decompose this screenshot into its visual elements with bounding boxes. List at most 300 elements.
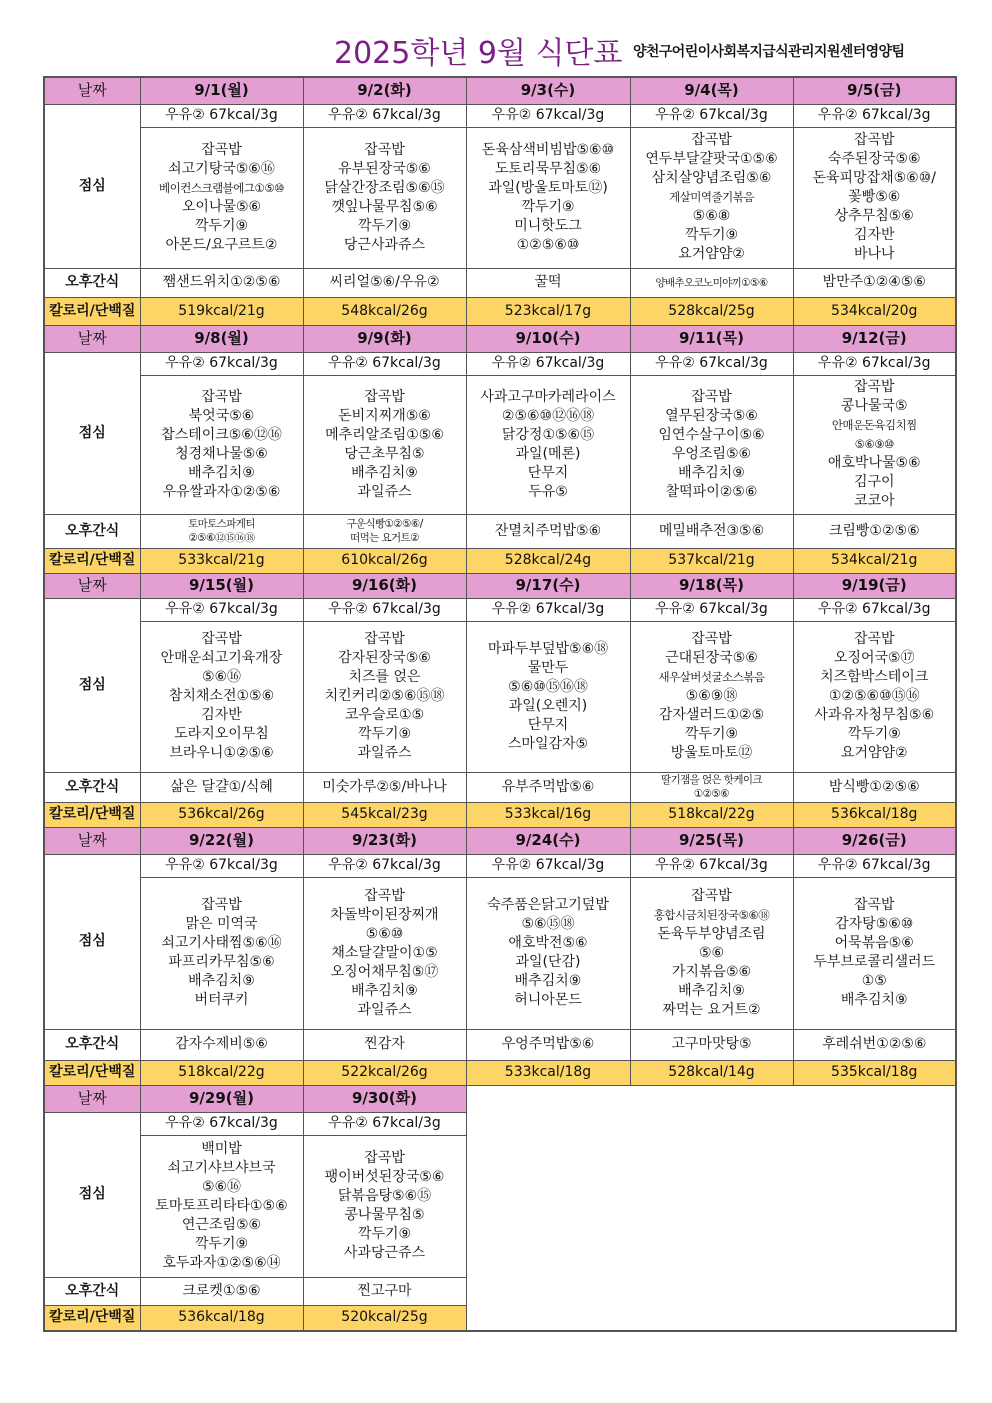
- lunch-item: 차돌박이된장찌개: [330, 906, 439, 923]
- snack-text: 우엉주먹밥⑤⑥: [501, 1036, 595, 1052]
- lunch-item: 감자탕⑤⑥⑩: [835, 916, 914, 932]
- lunch-item: 돈육삼색비빔밥⑤⑥⑩: [481, 141, 615, 158]
- lunch-item: ②⑤⑥⑩⑫⑯⑱: [501, 407, 595, 424]
- lunch-item: 배추김치⑨: [351, 982, 418, 999]
- lunch-item: 팽이버섯된장국⑤⑥: [324, 1169, 445, 1185]
- lunch-item: ⑤⑥⑯: [201, 1178, 242, 1195]
- calorie-row: [44, 802, 956, 827]
- calorie-row: [44, 297, 956, 325]
- date-row: [44, 325, 956, 352]
- lunch-item: 숙주품은닭고기덮밥: [487, 897, 609, 913]
- milk-item: 우유② 67kcal/3g: [793, 104, 956, 127]
- snack-label: 오후간식: [44, 1277, 140, 1305]
- lunch-item: 새우살버섯굴소스볶음: [658, 670, 765, 684]
- snack-row: [44, 772, 956, 802]
- snack-text-allergens: ①②⑤⑥: [693, 788, 730, 800]
- calorie-value: 528kcal/24g: [466, 548, 630, 573]
- milk-item: 우유② 67kcal/3g: [793, 854, 956, 877]
- lunch-item: 깍두기⑨: [194, 217, 249, 234]
- snack-text: 유부주먹밥⑤⑥: [501, 778, 595, 795]
- lunch-item: 우유쌀과자①②⑤⑥: [162, 483, 281, 500]
- day-date: 9/26(금): [793, 827, 956, 854]
- day-date: 9/25(목): [630, 827, 793, 854]
- milk-item: 우유② 67kcal/3g: [793, 598, 956, 621]
- snack-text-allergens: ②⑤⑥⑫⑮⑯⑱: [188, 532, 255, 544]
- lunch-menu: [793, 127, 956, 268]
- lunch-item: 과일(메론): [515, 445, 581, 462]
- calorie-value: 537kcal/21g: [630, 548, 793, 573]
- lunch-menu: [630, 877, 793, 1029]
- lunch-item: 애호박나물⑤⑥: [827, 455, 921, 471]
- snack-item: [140, 268, 303, 297]
- lunch-menu: [466, 877, 630, 1029]
- lunch-item: 깍두기⑨: [521, 198, 575, 215]
- day-date: 9/29(월): [140, 1085, 303, 1112]
- milk-item: 우유② 67kcal/3g: [140, 598, 303, 621]
- lunch-item: 감자샐러드①②⑤: [658, 707, 765, 723]
- lunch-item: 잡곡밥: [364, 631, 405, 647]
- lunch-item: 깍두기⑨: [357, 217, 412, 234]
- calorie-value: 528kcal/14g: [630, 1060, 793, 1085]
- lunch-menu: [630, 621, 793, 772]
- lunch-label: 점심: [44, 352, 140, 514]
- snack-item: [303, 1277, 466, 1305]
- lunch-row: [44, 127, 956, 268]
- snack-item: [303, 1029, 466, 1060]
- lunch-item: 감자된장국⑤⑥: [338, 650, 431, 666]
- day-date: 9/15(월): [140, 573, 303, 598]
- snack-text: 찐고구마: [357, 1282, 412, 1299]
- snack-item: [466, 1029, 630, 1060]
- milk-item: 우유② 67kcal/3g: [303, 598, 466, 621]
- lunch-item: 토마토프리타타①⑤⑥: [155, 1197, 288, 1214]
- lunch-item: 잡곡밥: [853, 631, 895, 647]
- snack-item: [793, 268, 956, 297]
- snack-text: 고구마맛탕⑤: [671, 1036, 752, 1052]
- lunch-item: 잡곡밥: [691, 631, 732, 647]
- milk-row: [44, 854, 956, 877]
- milk-item: 우유② 67kcal/3g: [466, 598, 630, 621]
- lunch-item: 단무지: [527, 716, 569, 733]
- lunch-item: ①②⑤⑥⑩: [516, 236, 580, 253]
- milk-item: 우유② 67kcal/3g: [630, 854, 793, 877]
- lunch-menu: [303, 621, 466, 772]
- day-date: 9/23(화): [303, 827, 466, 854]
- lunch-item: 잡곡밥: [364, 141, 405, 158]
- calorie-value: 610kcal/26g: [303, 548, 466, 573]
- snack-text: 밤식빵①②⑤⑥: [828, 778, 920, 795]
- lunch-item: 쇠고기탕국⑤⑥⑯: [168, 160, 275, 177]
- lunch-item: 잡곡밥: [201, 897, 242, 913]
- lunch-item: ⑤⑥⑧: [692, 208, 731, 224]
- lunch-item: 잡곡밥: [201, 141, 242, 158]
- lunch-menu: [793, 375, 956, 514]
- lunch-item: 오이나물⑤⑥: [181, 198, 262, 215]
- lunch-item: 베이컨스크램블에그①⑤⑩: [159, 180, 284, 195]
- date-label: 날짜: [44, 827, 140, 854]
- lunch-item: ⑤⑥⑯: [201, 669, 242, 685]
- lunch-item: 잡곡밥: [691, 388, 732, 405]
- lunch-item: 우엉조림⑤⑥: [671, 445, 752, 462]
- lunch-item: 파프리카무침⑤⑥: [168, 954, 275, 970]
- lunch-menu: [140, 127, 303, 268]
- lunch-item: 삼치살양념조림⑤⑥: [651, 170, 772, 186]
- day-date: 9/24(수): [466, 827, 630, 854]
- lunch-menu: [140, 877, 303, 1029]
- lunch-item: 과일쥬스: [357, 1001, 412, 1018]
- lunch-item: ①②⑤⑥⑩⑮⑯: [828, 688, 920, 704]
- lunch-menu: [466, 127, 630, 268]
- snack-item: [303, 514, 466, 548]
- lunch-item: 물만두: [527, 659, 569, 676]
- lunch-item: 잡곡밥: [691, 887, 732, 904]
- milk-item: 우유② 67kcal/3g: [140, 1112, 303, 1135]
- lunch-item: 요거얌얌②: [840, 745, 908, 761]
- milk-item: 우유② 67kcal/3g: [303, 352, 466, 375]
- lunch-item: 깍두기⑨: [357, 1226, 412, 1242]
- snack-label: 오후간식: [44, 514, 140, 548]
- lunch-item: 두부브로콜리샐러드: [813, 954, 936, 970]
- calorie-value: 534kcal/21g: [793, 548, 956, 573]
- lunch-item: 쇠고기사태찜⑤⑥⑯: [161, 935, 282, 951]
- day-date: 9/10(수): [466, 325, 630, 352]
- calorie-value: 522kcal/26g: [303, 1060, 466, 1085]
- lunch-item: 배추김치⑨: [188, 464, 255, 481]
- lunch-menu: [303, 877, 466, 1029]
- calorie-value: 535kcal/18g: [793, 1060, 956, 1085]
- lunch-item: 상추무침⑤⑥: [834, 208, 914, 224]
- lunch-item: 당근초무침⑤: [344, 445, 425, 462]
- day-date: 9/16(화): [303, 573, 466, 598]
- lunch-item: 배추김치⑨: [840, 992, 908, 1008]
- lunch-item: 사과유자청무침⑤⑥: [814, 707, 935, 723]
- lunch-item: 찰떡파이②⑤⑥: [665, 483, 758, 500]
- lunch-item: 깍두기⑨: [684, 726, 739, 742]
- lunch-item: 근대된장국⑤⑥: [665, 650, 758, 666]
- lunch-item: 배추김치⑨: [188, 973, 255, 989]
- lunch-menu: [630, 127, 793, 268]
- milk-item: 우유② 67kcal/3g: [466, 854, 630, 877]
- lunch-menu: [303, 1135, 466, 1277]
- lunch-item: 북엇국⑤⑥: [188, 407, 255, 424]
- calorie-label: 칼로리/단백질: [44, 548, 140, 573]
- lunch-item: 잡곡밥: [691, 132, 732, 148]
- lunch-item: 닭볶음탕⑤⑥⑮: [337, 1188, 432, 1204]
- calorie-label: 칼로리/단백질: [44, 1060, 140, 1085]
- calorie-value: 528kcal/25g: [630, 297, 793, 325]
- snack-item: [630, 1029, 793, 1060]
- lunch-item: 요거얌얌②: [678, 246, 745, 262]
- calorie-value: 536kcal/26g: [140, 802, 303, 827]
- snack-text: 양배추오코노미야끼①⑤⑥: [655, 276, 768, 289]
- milk-item: 우유② 67kcal/3g: [466, 352, 630, 375]
- lunch-item: 연두부달걀팟국①⑤⑥: [645, 151, 778, 167]
- lunch-item: 코코아: [853, 493, 895, 509]
- lunch-item: 짜먹는 요거트②: [662, 1001, 761, 1018]
- snack-text: 토마토스파게티: [188, 518, 255, 530]
- calorie-value: 536kcal/18g: [793, 802, 956, 827]
- snack-row: [44, 1029, 956, 1060]
- date-row: [44, 573, 956, 598]
- snack-item: [630, 772, 793, 802]
- lunch-item: 맑은 미역국: [185, 916, 258, 932]
- lunch-item: 애호박전⑤⑥: [508, 935, 588, 951]
- day-date: 9/8(월): [140, 325, 303, 352]
- day-date: 9/19(금): [793, 573, 956, 598]
- milk-item: 우유② 67kcal/3g: [793, 352, 956, 375]
- calorie-value: 518kcal/22g: [140, 1060, 303, 1085]
- lunch-item: 어묵볶음⑤⑥: [834, 935, 914, 951]
- date-row: [44, 827, 956, 854]
- calorie-value: 518kcal/22g: [630, 802, 793, 827]
- lunch-item: 잡곡밥: [853, 132, 895, 148]
- lunch-row: [44, 877, 956, 1029]
- lunch-item: 과일(단감): [515, 954, 581, 970]
- calorie-label: 칼로리/단백질: [44, 297, 140, 325]
- snack-item: [140, 514, 303, 548]
- lunch-item: 백미밥: [201, 1140, 242, 1157]
- lunch-row: [44, 375, 956, 514]
- day-date: 9/11(목): [630, 325, 793, 352]
- lunch-item: 돈육피망잡채⑤⑥⑩/: [812, 170, 936, 186]
- lunch-item: 사과고구마카레라이스: [480, 388, 616, 405]
- lunch-item: 잡곡밥: [853, 897, 895, 913]
- milk-item: 우유② 67kcal/3g: [140, 352, 303, 375]
- lunch-item: 사과당근쥬스: [343, 1245, 426, 1261]
- lunch-menu: [466, 375, 630, 514]
- calorie-value: 536kcal/18g: [140, 1305, 303, 1331]
- snack-text: 메밀배추전③⑤⑥: [658, 522, 765, 539]
- lunch-item: 배추김치⑨: [351, 464, 418, 481]
- snack-text: 크로켓①⑤⑥: [182, 1282, 261, 1299]
- date-label: 날짜: [44, 325, 140, 352]
- day-date: 9/18(목): [630, 573, 793, 598]
- snack-item: [466, 772, 630, 802]
- calorie-value: 548kcal/26g: [303, 297, 466, 325]
- lunch-menu: [303, 127, 466, 268]
- milk-item: 우유② 67kcal/3g: [303, 104, 466, 127]
- lunch-item: 메추리알조림①⑤⑥: [325, 426, 444, 443]
- lunch-item: 허니아몬드: [514, 992, 582, 1008]
- lunch-item: 깍두기⑨: [194, 1235, 249, 1252]
- day-date: 9/4(목): [630, 77, 793, 104]
- lunch-item: ⑤⑥⑩: [365, 925, 404, 942]
- lunch-menu: [630, 375, 793, 514]
- calorie-value: 533kcal/18g: [466, 1060, 630, 1085]
- lunch-item: 배추김치⑨: [678, 982, 745, 999]
- calorie-value: 523kcal/17g: [466, 297, 630, 325]
- lunch-item: 열무된장국⑤⑥: [665, 407, 758, 424]
- milk-item: 우유② 67kcal/3g: [303, 1112, 466, 1135]
- date-label: 날짜: [44, 77, 140, 104]
- lunch-item: 마파두부덮밥⑤⑥⑱: [487, 640, 609, 657]
- lunch-menu: [140, 1135, 303, 1277]
- calorie-value: 545kcal/23g: [303, 802, 466, 827]
- day-date: 9/2(화): [303, 77, 466, 104]
- snack-label: 오후간식: [44, 1029, 140, 1060]
- lunch-item: 깍두기⑨: [847, 726, 901, 742]
- lunch-menu: [140, 375, 303, 514]
- snack-text: 크림빵①②⑤⑥: [828, 522, 920, 539]
- snack-item: [793, 514, 956, 548]
- lunch-item: 과일(오렌지): [508, 697, 588, 714]
- calorie-label: 칼로리/단백질: [44, 802, 140, 827]
- milk-item: 우유② 67kcal/3g: [630, 352, 793, 375]
- lunch-item: 유부된장국⑤⑥: [338, 160, 431, 177]
- lunch-item: ⑤⑥⑨⑩: [854, 437, 894, 451]
- lunch-item: 배추김치⑨: [678, 464, 745, 481]
- lunch-item: 과일(방울토마토⑫): [488, 179, 608, 196]
- lunch-item: 치즈를 얹은: [348, 669, 421, 685]
- lunch-item: 치즈함박스테이크: [820, 669, 929, 685]
- calorie-value: 533kcal/21g: [140, 548, 303, 573]
- date-row: [44, 1085, 956, 1112]
- snack-text: 밤만주①②④⑤⑥: [822, 274, 926, 290]
- lunch-item: 치킨커리②⑤⑥⑮⑱: [324, 688, 445, 704]
- lunch-item: 잡곡밥: [364, 1150, 405, 1166]
- snack-item: [303, 268, 466, 297]
- lunch-item: 깍두기⑨: [684, 227, 739, 243]
- lunch-item: ⑤⑥⑨⑱: [685, 688, 738, 704]
- snack-item: [630, 514, 793, 548]
- snack-item: [140, 1277, 303, 1305]
- snack-item: [140, 772, 303, 802]
- milk-row: [44, 598, 956, 621]
- snack-text: 미숫가루②⑤/바나나: [322, 778, 447, 795]
- lunch-item: 찹스테이크⑤⑥⑫⑯: [161, 426, 282, 443]
- calorie-row: [44, 1060, 956, 1085]
- lunch-item: ⑤⑥⑩⑮⑯⑱: [508, 678, 588, 695]
- snack-text: 삶은 달걀①/식혜: [170, 778, 273, 795]
- lunch-item: 돈비지찌개⑤⑥: [338, 407, 431, 424]
- lunch-item: 닭살간장조림⑤⑥⑮: [324, 179, 445, 196]
- lunch-item: 바나나: [853, 246, 895, 262]
- page-header: [0, 28, 992, 72]
- calorie-label: 칼로리/단백질: [44, 1305, 140, 1331]
- lunch-label: 점심: [44, 854, 140, 1029]
- lunch-item: 호두과자①②⑤⑥⑭: [162, 1254, 281, 1271]
- organization-name: 양천구어린이사회복지급식관리지원센터영양팀: [633, 44, 905, 60]
- lunch-item: 잡곡밥: [364, 388, 405, 405]
- date-label: 날짜: [44, 573, 140, 598]
- lunch-item: 잡곡밥: [364, 887, 405, 904]
- lunch-menu: [140, 621, 303, 772]
- snack-item: [140, 1029, 303, 1060]
- lunch-item: 연근조림⑤⑥: [181, 1216, 262, 1233]
- lunch-item: 미니핫도그: [514, 217, 582, 234]
- milk-row: [44, 352, 956, 375]
- lunch-label: 점심: [44, 598, 140, 772]
- snack-row: [44, 268, 956, 297]
- snack-text: 구운식빵①②⑤⑥/: [346, 518, 423, 530]
- day-date: 9/17(수): [466, 573, 630, 598]
- snack-text-allergens: 떠먹는 요거트②: [350, 532, 419, 544]
- lunch-item: 김구이: [853, 474, 895, 490]
- lunch-item: 쇠고기샤브샤브국: [167, 1159, 276, 1176]
- milk-item: 우유② 67kcal/3g: [630, 598, 793, 621]
- snack-text: 찐감자: [364, 1036, 405, 1052]
- day-date: 9/12(금): [793, 325, 956, 352]
- meal-plan-table: [43, 76, 957, 1332]
- lunch-item: 안매운쇠고기육개장: [160, 650, 283, 666]
- lunch-row: [44, 621, 956, 772]
- day-date: 9/9(화): [303, 325, 466, 352]
- milk-row: [44, 104, 956, 127]
- snack-item: [630, 268, 793, 297]
- day-date: 9/5(금): [793, 77, 956, 104]
- lunch-item: 콩나물국⑤: [840, 398, 908, 414]
- snack-label: 오후간식: [44, 772, 140, 802]
- snack-item: [466, 268, 630, 297]
- calorie-value: 519kcal/21g: [140, 297, 303, 325]
- lunch-label: 점심: [44, 1112, 140, 1277]
- milk-item: 우유② 67kcal/3g: [140, 854, 303, 877]
- calorie-row: [44, 548, 956, 573]
- milk-item: 우유② 67kcal/3g: [303, 854, 466, 877]
- lunch-item: 브라우니①②⑤⑥: [169, 745, 274, 761]
- lunch-item: 잡곡밥: [201, 388, 242, 405]
- lunch-item: 깍두기⑨: [357, 726, 412, 742]
- snack-item: [303, 772, 466, 802]
- snack-text: 쨈샌드위치①②⑤⑥: [162, 274, 281, 290]
- lunch-item: ⑤⑥⑮⑱: [521, 916, 575, 932]
- calorie-value: 534kcal/20g: [793, 297, 956, 325]
- milk-item: 우유② 67kcal/3g: [140, 104, 303, 127]
- snack-text: 꿀떡: [534, 274, 562, 290]
- lunch-item: 김자반: [201, 707, 242, 723]
- snack-item: [466, 514, 630, 548]
- lunch-item: 안매운돈육김치찜: [831, 418, 917, 432]
- calorie-value: 520kcal/25g: [303, 1305, 466, 1331]
- lunch-item: ①⑤: [861, 973, 887, 989]
- lunch-item: 두유⑤: [528, 483, 568, 500]
- lunch-menu: [793, 621, 956, 772]
- lunch-item: 오징어국⑤⑰: [833, 650, 915, 666]
- lunch-item: 배추김치⑨: [514, 973, 582, 989]
- calorie-value: 533kcal/16g: [466, 802, 630, 827]
- lunch-item: 꽃빵⑤⑥: [848, 189, 901, 205]
- page-title: 2025학년 9월 식단표: [334, 36, 623, 71]
- snack-item: [793, 1029, 956, 1060]
- lunch-item: 임연수살구이⑤⑥: [658, 426, 765, 443]
- lunch-item: 오징어채무침⑤⑰: [330, 963, 439, 980]
- date-label: 날짜: [44, 1085, 140, 1112]
- snack-text: 감자수제비⑤⑥: [175, 1036, 268, 1052]
- lunch-item: 아몬드/요구르트②: [165, 236, 278, 253]
- day-date: 9/22(월): [140, 827, 303, 854]
- lunch-item: 게살미역줄기볶음: [669, 190, 754, 204]
- lunch-item: 청경채나물⑤⑥: [175, 445, 268, 462]
- lunch-item: 콩나물무침⑤: [344, 1207, 425, 1223]
- snack-text: 딸기잼을 얹은 핫케이크: [661, 774, 762, 786]
- lunch-item: 방울토마토⑫: [670, 745, 753, 761]
- date-row: [44, 77, 956, 104]
- snack-text: 잔멸치주먹밥⑤⑥: [494, 522, 602, 539]
- lunch-label: 점심: [44, 104, 140, 268]
- day-date: 9/3(수): [466, 77, 630, 104]
- lunch-item: 도토리묵무침⑤⑥: [494, 160, 602, 177]
- lunch-item: 홍합시금치된장국⑤⑥⑱: [653, 907, 770, 922]
- snack-label: 오후간식: [44, 268, 140, 297]
- lunch-item: 단무지: [527, 464, 569, 481]
- milk-item: 우유② 67kcal/3g: [466, 104, 630, 127]
- lunch-item: 잡곡밥: [853, 379, 895, 395]
- lunch-item: 스마일감자⑤: [507, 735, 589, 752]
- lunch-item: 깻잎나물무침⑤⑥: [331, 198, 438, 215]
- day-date: 9/1(월): [140, 77, 303, 104]
- lunch-menu: [303, 375, 466, 514]
- lunch-item: 김자반: [853, 227, 895, 243]
